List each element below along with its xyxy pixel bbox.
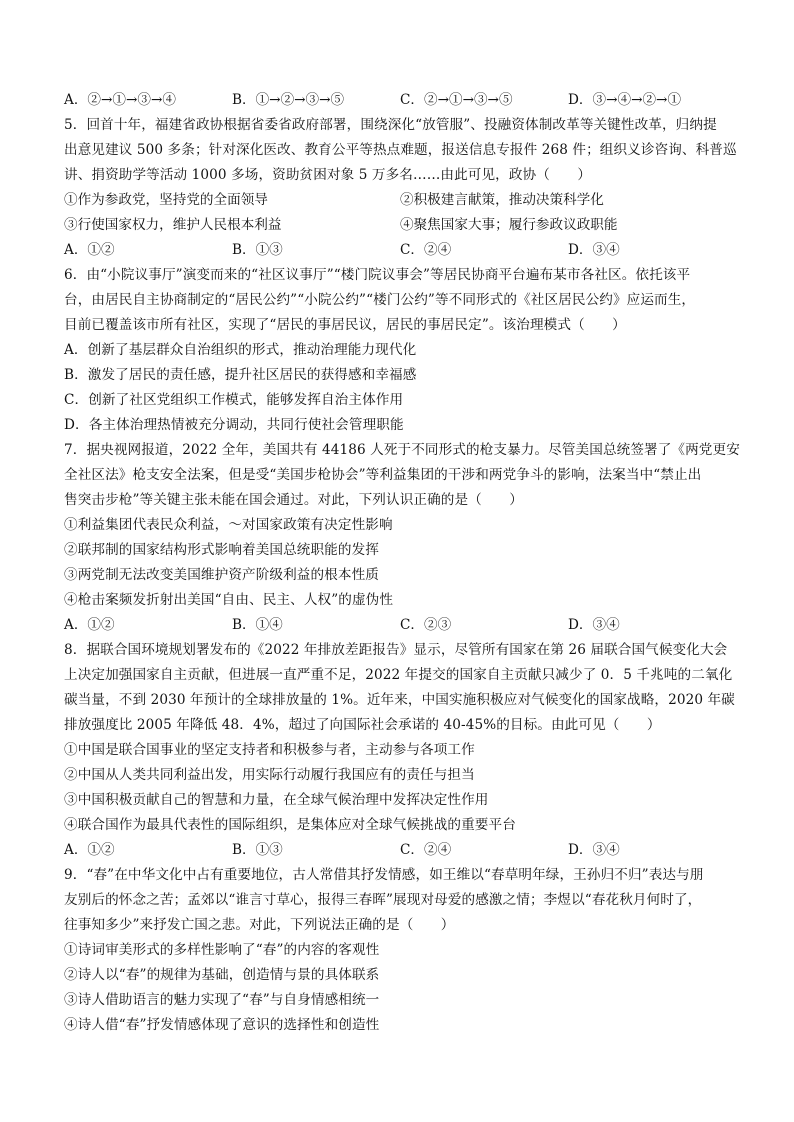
q5-item-4: ④聚焦国家大事；履行参政议政职能 bbox=[400, 217, 618, 233]
q8-option-b[interactable]: B．①③ bbox=[232, 842, 283, 858]
q8-item-2: ②中国从人类共同利益出发，用实际行动履行我国应有的责任与担当 bbox=[64, 767, 475, 783]
q6-stem-line: 目前已覆盖该市所有社区，实现了“居民的事居民议，居民的事居民定”。该治理模式（ ） bbox=[64, 317, 626, 333]
q9-item-3: ③诗人借助语言的魅力实现了“春”与自身情感相统一 bbox=[64, 992, 380, 1008]
q7-stem-line: 售突击步枪”等关键主张未能在国会通过。对此，下列认识正确的是（ ） bbox=[64, 492, 523, 508]
q8-option-c[interactable]: C．②④ bbox=[400, 842, 452, 858]
q9-stem-line: 9．“春”在中华文化中占有重要地位，古人常借其抒发情感，如王维以“春草明年绿，王孙归不归”表达与朋 bbox=[64, 867, 704, 883]
q9-item-1: ①诗词审美形式的多样性影响了“春”的内容的客观性 bbox=[64, 942, 380, 958]
q5-stem-line: 5．回首十年，福建省政协根据省委省政府部署，围绕深化“放管服”、投融资体制改革等关键性改革，归纳提 bbox=[64, 117, 717, 133]
q5-stem-line: 出意见建议 500 多条；针对深化医改、教育公平等热点难题，报送信息专报件 268 件；组织义诊咨询、科普巡 bbox=[64, 142, 737, 158]
q7-option-a[interactable]: A．①② bbox=[64, 617, 115, 633]
q6-choice-a[interactable]: A．创新了基层群众自治组织的形式，推动治理能力现代化 bbox=[64, 342, 417, 358]
q5-option-d[interactable]: D．③④ bbox=[568, 242, 620, 258]
q5-item-2: ②积极建言献策，推动决策科学化 bbox=[400, 192, 604, 208]
q5-option-a[interactable]: A．①② bbox=[64, 242, 115, 258]
q4-option-b[interactable]: B．①→②→③→⑤ bbox=[232, 92, 345, 108]
q7-stem-line: 7．据央视网报道，2022 全年，美国共有 44186 人死于不同形式的枪支暴力。尽管美国总统签署了《两党更安 bbox=[64, 442, 740, 458]
q5-stem-line: 讲、捐资助学等活动 1000 多场，资助贫困对象 5 万多名……由此可见，政协（ ） bbox=[64, 167, 592, 183]
q7-item-4: ④枪击案频发折射出美国“自由、民主、人权”的虚伪性 bbox=[64, 592, 394, 608]
q9-item-2: ②诗人以“春”的规律为基础，创造情与景的具体联系 bbox=[64, 967, 380, 983]
q4-option-c[interactable]: C．②→①→③→⑤ bbox=[400, 92, 513, 108]
q7-option-d[interactable]: D．③④ bbox=[568, 617, 620, 633]
q8-item-4: ④联合国作为最具代表性的国际组织，是集体应对全球气候挑战的重要平台 bbox=[64, 817, 516, 833]
q9-stem-line: 往事知多少”来抒发亡国之悲。对此，下列说法正确的是（ ） bbox=[64, 917, 455, 933]
q4-option-d[interactable]: D．③→④→②→① bbox=[568, 92, 682, 108]
q8-stem-line: 上决定加强国家自主贡献，但进展一直严重不足，2022 年提交的国家自主贡献只减少了 0．5 千兆吨的二氧化 bbox=[64, 667, 733, 683]
q8-item-3: ③中国积极贡献自己的智慧和力量，在全球气候治理中发挥决定性作用 bbox=[64, 792, 489, 808]
q6-choice-c[interactable]: C．创新了社区党组织工作模式，能够发挥自治主体作用 bbox=[64, 392, 404, 408]
q7-item-3: ③两党制无法改变美国维护资产阶级利益的根本性质 bbox=[64, 567, 379, 583]
q4-option-a[interactable]: A．②→①→③→④ bbox=[64, 92, 176, 108]
q8-option-d[interactable]: D．③④ bbox=[568, 842, 620, 858]
q5-option-c[interactable]: C．②④ bbox=[400, 242, 452, 258]
q5-item-3: ③行使国家权力，维护人民根本利益 bbox=[64, 217, 282, 233]
q8-option-a[interactable]: A．①② bbox=[64, 842, 115, 858]
q8-stem-line: 8．据联合国环境规划署发布的《2022 年排放差距报告》显示，尽管所有国家在第 26 届联合国气候变化大会 bbox=[64, 642, 728, 658]
q7-option-b[interactable]: B．①④ bbox=[232, 617, 283, 633]
q8-stem-line: 排放强度比 2005 年降低 48．4%，超过了向国际社会承诺的 40-45%的目标。由此可见（ ） bbox=[64, 717, 661, 733]
q6-stem-line: 6．由“小院议事厅”演变而来的“社区议事厅”“楼门院议事会”等居民协商平台遍布某市各社区。依托该平 bbox=[64, 267, 691, 283]
q7-item-2: ②联邦制的国家结构形式影响着美国总统职能的发挥 bbox=[64, 542, 379, 558]
q5-option-b[interactable]: B．①③ bbox=[232, 242, 283, 258]
q5-item-1: ①作为参政党，坚持党的全面领导 bbox=[64, 192, 268, 208]
q8-stem-line: 碳当量，不到 2030 年预计的全球排放量的 1%。近年来，中国实施积极应对气候变化的国家战略，2020 年碳 bbox=[64, 692, 735, 708]
q6-choice-d[interactable]: D．各主体治理热情被充分调动，共同行使社会管理职能 bbox=[64, 417, 404, 433]
q7-option-c[interactable]: C．②③ bbox=[400, 617, 452, 633]
q9-item-4: ④诗人借“春”抒发情感体现了意识的选择性和创造性 bbox=[64, 1017, 380, 1033]
q6-choice-b[interactable]: B．激发了居民的责任感，提升社区居民的获得感和幸福感 bbox=[64, 367, 417, 383]
q7-item-1: ①利益集团代表民众利益，～对国家政策有决定性影响 bbox=[64, 517, 393, 533]
q6-stem-line: 台，由居民自主协商制定的“居民公约”“小院公约”“楼门公约”等不同形式的《社区居民公约》应运而生， bbox=[64, 292, 696, 308]
q9-stem-line: 友别后的怀念之苦；孟郊以“谁言寸草心，报得三春晖”展现对母爱的感激之情；李煜以“春花秋月何时了， bbox=[64, 892, 702, 908]
q7-stem-line: 全社区法》枪支安全法案，但是受“美国步枪协会”等利益集团的干涉和两党争斗的影响，法案当中“禁止出 bbox=[64, 467, 702, 483]
q8-item-1: ①中国是联合国事业的坚定支持者和积极参与者，主动参与各项工作 bbox=[64, 742, 475, 758]
